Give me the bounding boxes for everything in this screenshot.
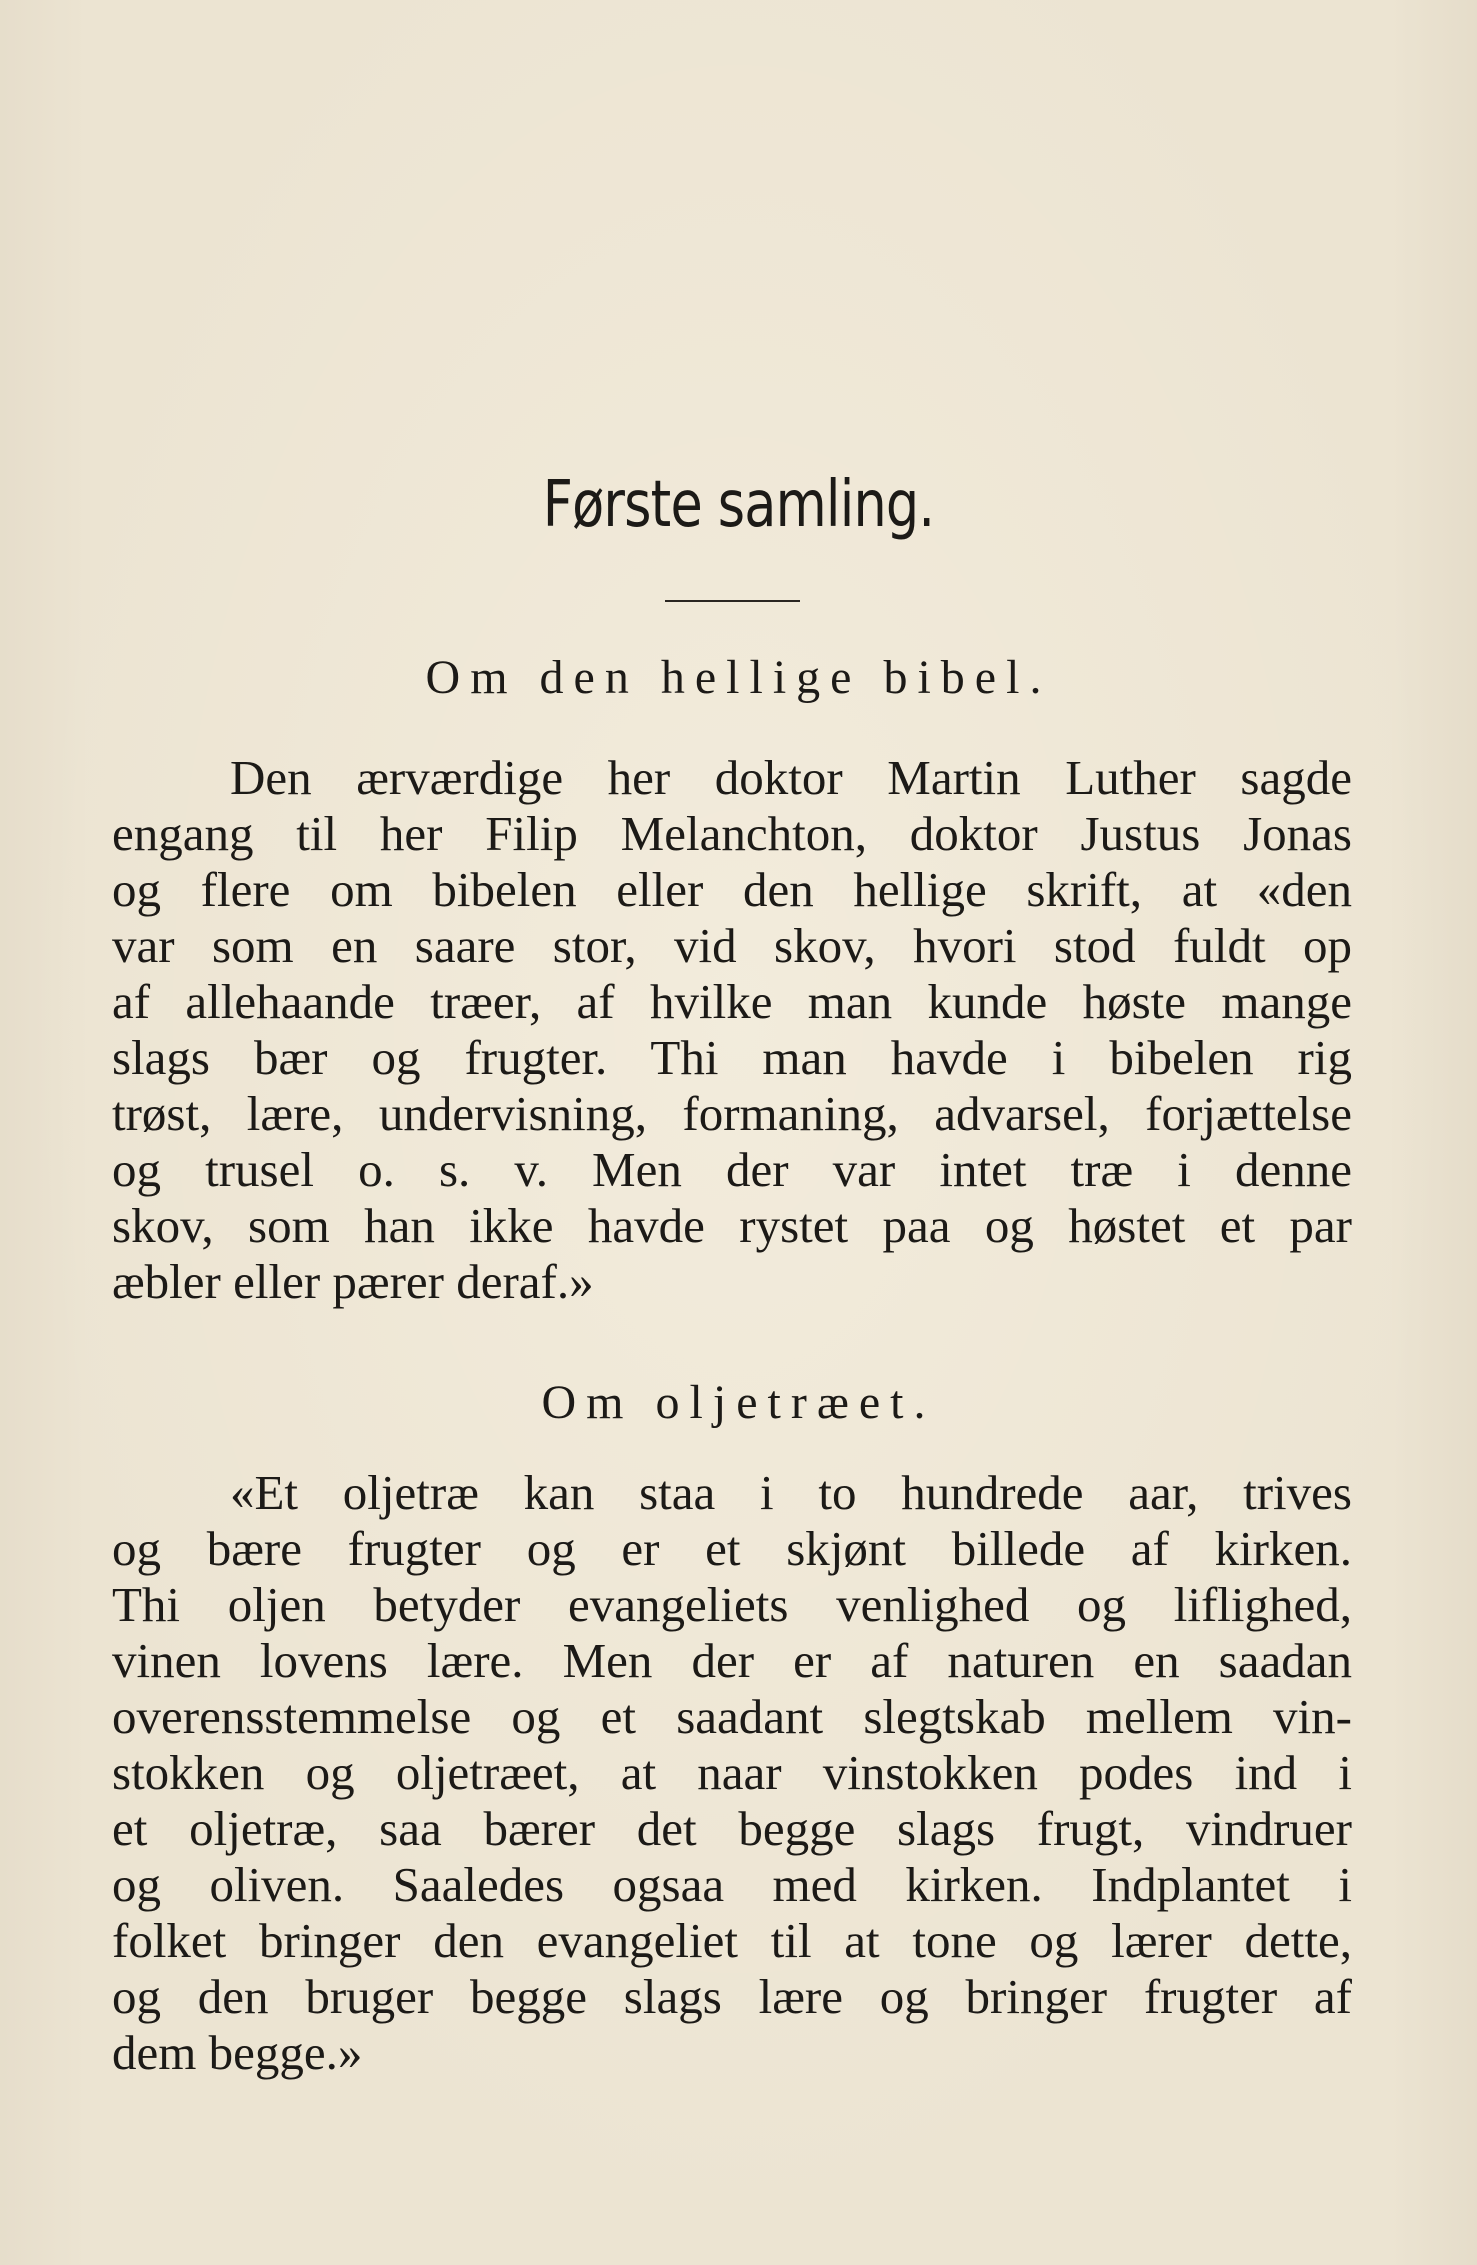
text-line: og den bruger begge slags lære og bringer frugter af: [112, 1969, 1352, 2024]
text-line: Den ærværdige her doktor Martin Luther sagde: [230, 750, 1352, 805]
paragraph-bible: [112, 750, 1352, 1310]
text-line: og trusel o. s. v. Men der var intet træ i denne: [112, 1142, 1352, 1197]
text-line: vinen lovens lære. Men der er af naturen en saadan: [112, 1633, 1352, 1688]
text-line: og bære frugter og er et skjønt billede af kirken.: [112, 1521, 1352, 1576]
text-line: folket bringer den evangeliet til at tone og lærer dette,: [112, 1913, 1352, 1968]
text-line: trøst, lære, undervisning, formaning, advarsel, forjættelse: [112, 1086, 1352, 1141]
text-line: af allehaande træer, af hvilke man kunde høste mange: [112, 974, 1352, 1029]
section-title-bible: Om den hellige bibel.: [425, 651, 1052, 704]
text-line: dem begge.»: [112, 2025, 363, 2080]
text-line: æbler eller pærer deraf.»: [112, 1254, 594, 1309]
text-line: engang til her Filip Melanchton, doktor Justus Jonas: [112, 806, 1352, 861]
paragraph-olive-tree: [112, 1465, 1352, 2081]
text-line: overensstemmelse og et saadant slegtskab mellem vin-: [112, 1689, 1352, 1744]
chapter-title: Første samling.: [542, 468, 935, 542]
text-line: Thi oljen betyder evangeliets venlighed og liflighed,: [112, 1577, 1352, 1632]
text-line: slags bær og frugter. Thi man havde i bibelen rig: [112, 1030, 1352, 1085]
title-divider: [665, 600, 800, 602]
text-line: stokken og oljetræet, at naar vinstokken podes ind i: [112, 1745, 1352, 1800]
section-title-olive-tree: Om oljetræet.: [541, 1376, 936, 1429]
text-line: og flere om bibelen eller den hellige skrift, at «den: [112, 862, 1352, 917]
text-line: «Et oljetræ kan staa i to hundrede aar, trives: [230, 1465, 1352, 1520]
text-line: et oljetræ, saa bærer det begge slags frugt, vindruer: [112, 1801, 1352, 1856]
text-line: skov, som han ikke havde rystet paa og høstet et par: [112, 1198, 1352, 1253]
text-line: var som en saare stor, vid skov, hvori stod fuldt op: [112, 918, 1352, 973]
text-line: og oliven. Saaledes ogsaa med kirken. Indplantet i: [112, 1857, 1352, 1912]
